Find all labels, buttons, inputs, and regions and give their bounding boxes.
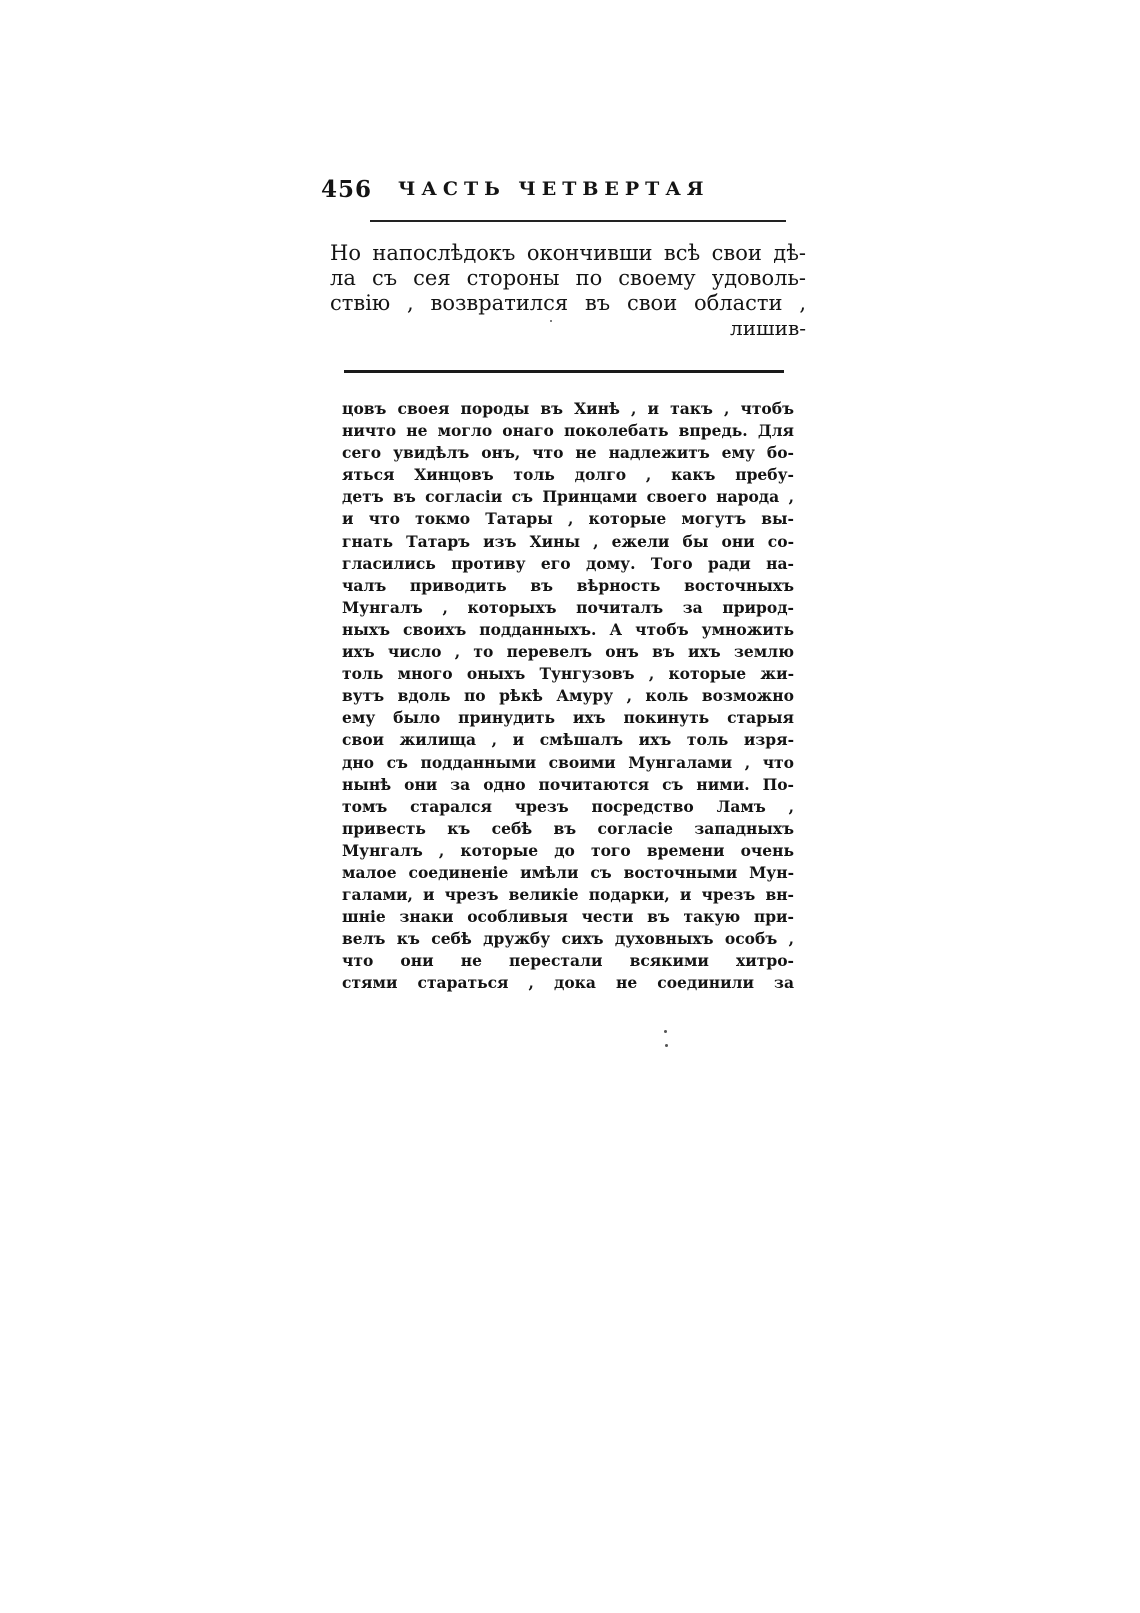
footnote-line: и что токмо Татары , которые могутъ вы- xyxy=(342,509,794,529)
page-number: 456 xyxy=(321,176,373,203)
ink-speck xyxy=(665,1044,668,1047)
footnote-line: гнать Татаръ изъ Хины , ежели бы они со- xyxy=(342,531,794,551)
footnote-line: дно съ подданными своими Мунгалами , что xyxy=(342,752,794,772)
footnote-line: стями стараться , дока не соединили за xyxy=(342,973,794,993)
footnote-line: вутъ вдоль по рѣкѣ Амуру , коль возможно xyxy=(342,686,794,706)
footnote-line: велъ къ себѣ дружбу сихъ духовныхъ особъ , xyxy=(342,929,794,949)
catchword: лишив- xyxy=(730,316,806,340)
footnote-rule xyxy=(344,370,784,373)
ink-speck xyxy=(664,1030,667,1033)
footnote-line: детъ въ согласiи съ Принцами своего народа , xyxy=(342,487,794,507)
footnote-line: толь много оныхъ Тунгузовъ , которые жи- xyxy=(342,664,794,684)
main-text-line: ла съ сея стороны по своему удоволь- xyxy=(330,266,806,290)
footnote-line: ныхъ своихъ подданныхъ. А чтобъ умножить xyxy=(342,619,794,639)
footnote-line: нынѣ они за одно почитаются съ ними. По- xyxy=(342,774,794,794)
footnote-line: галами, и чрезъ великiе подарки, и чрезъ вн- xyxy=(342,885,794,905)
main-text-line: ствiю , возвратился въ свои области , xyxy=(330,291,806,315)
footnote-line: ему было принудить ихъ покинуть старыя xyxy=(342,708,794,728)
main-text-line: Но напослѣдокъ окончивши всѣ свои дѣ- xyxy=(330,241,806,265)
footnote-line: Мунгалъ , которыхъ почиталъ за природ- xyxy=(342,597,794,617)
footnote-line: шнiе знаки особливыя чести въ такую при- xyxy=(342,907,794,927)
footnote-line: ихъ число , то перевелъ онъ въ ихъ землю xyxy=(342,642,794,662)
footnote-line: Мунгалъ , которые до того времени очень xyxy=(342,840,794,860)
footnote-line: сего увидѣлъ онъ, что не надлежитъ ему бо- xyxy=(342,443,794,463)
main-text xyxy=(330,241,806,341)
footnote-line: свои жилища , и смѣшалъ ихъ толь изря- xyxy=(342,730,794,750)
footnote-line: цовъ своея породы въ Хинѣ , и такъ , чтобъ xyxy=(342,399,794,418)
footnote-line: гласились противу его дому. Того ради на- xyxy=(342,553,794,573)
header-rule xyxy=(370,220,786,222)
ink-speck xyxy=(550,320,552,322)
running-title: ЧАСТЬ ЧЕТВЕРТАЯ xyxy=(398,178,710,200)
footnote-line: что они не перестали всякими хитро- xyxy=(342,951,794,971)
footnote-line: привесть къ себѣ въ согласiе западныхъ xyxy=(342,818,794,838)
footnote-line: малое соединенiе имѣли съ восточными Мун- xyxy=(342,862,794,882)
footnote-line: томъ старался чрезъ посредство Ламъ , xyxy=(342,796,794,816)
footnote-line: чалъ приводить въ вѣрность восточныхъ xyxy=(342,575,794,595)
footnote-line: ничто не могло онаго поколебать впредь. Для xyxy=(342,421,794,441)
footnote-line: яться Хинцовъ толь долго , какъ пребу- xyxy=(342,465,794,485)
footnote-text xyxy=(342,398,794,995)
